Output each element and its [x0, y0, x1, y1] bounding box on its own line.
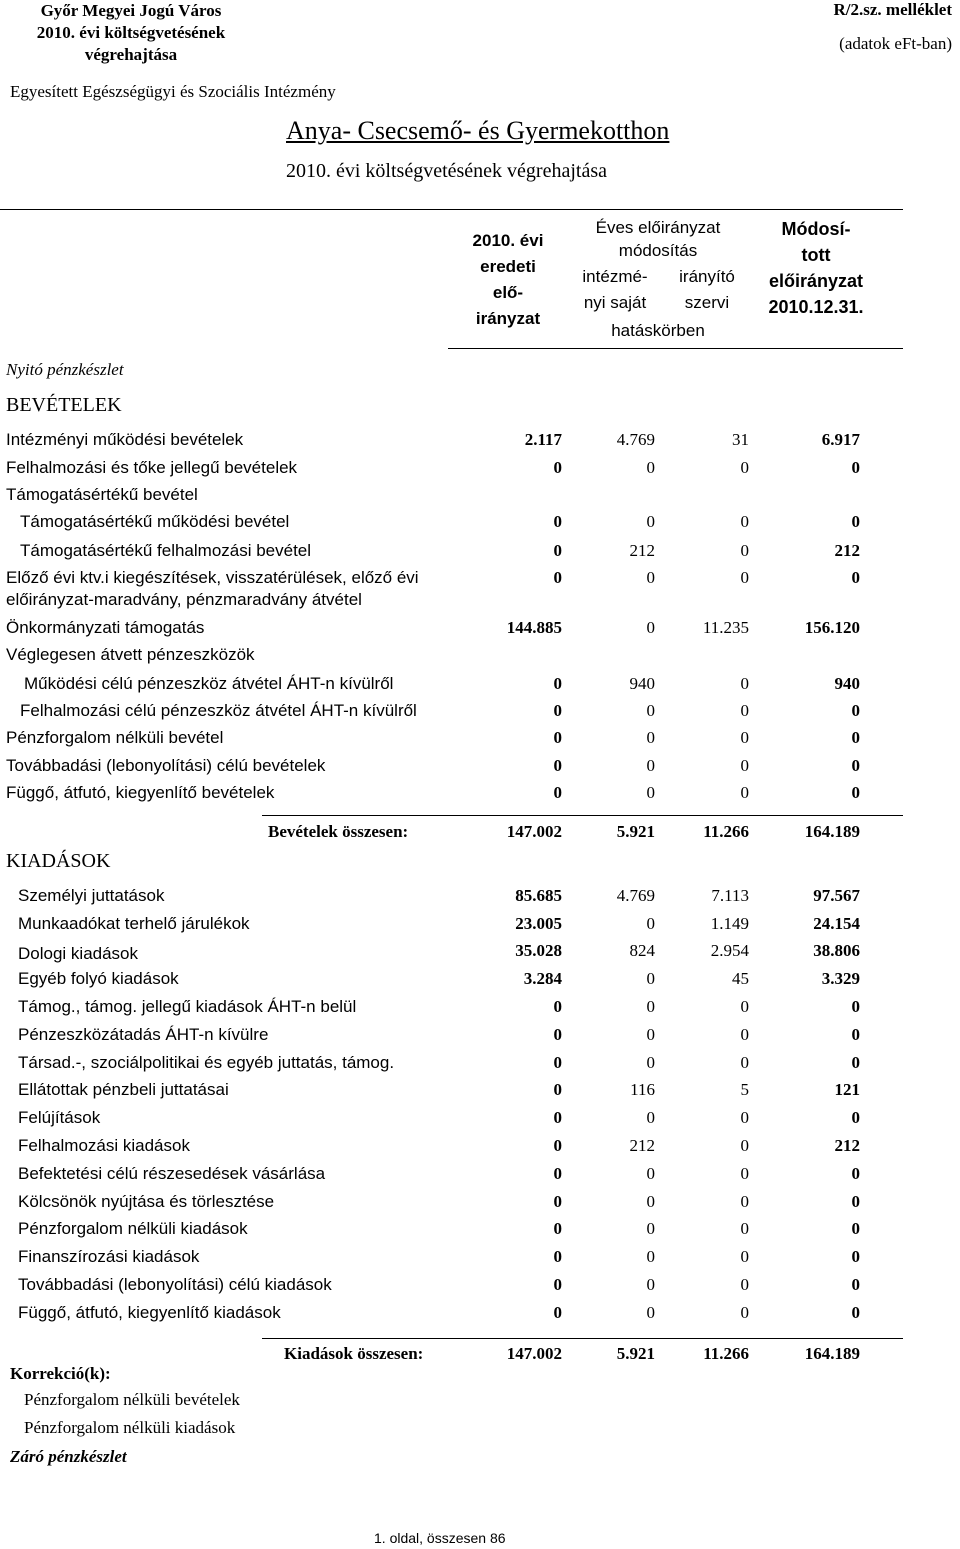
value-own: 212 — [629, 1136, 655, 1155]
row-label: Támogatásértékű bevétel — [6, 485, 198, 504]
value-supervisor: 0 — [740, 1108, 749, 1127]
expense-total-label: Kiadások összesen: — [284, 1344, 424, 1363]
row-label: Pénzeszközátadás ÁHT-n kívülre — [18, 1025, 269, 1044]
value-modified: 6.917 — [821, 430, 860, 449]
value-own: 0 — [646, 1108, 655, 1127]
col1-line-3: elő- — [492, 283, 524, 302]
row-label: Véglegesen átvett pénzeszközök — [6, 645, 255, 664]
value-own: 0 — [646, 1303, 655, 1322]
value-supervisor: 0 — [740, 1192, 749, 1211]
header-top-rule — [0, 209, 903, 210]
value-own: 116 — [630, 1080, 655, 1099]
value-own: 0 — [646, 618, 655, 637]
value-own: 0 — [646, 701, 655, 720]
value-modified: 0 — [851, 997, 860, 1016]
col2-line-2: nyi saját — [583, 293, 647, 312]
value-original: 0 — [553, 1192, 562, 1211]
value-original: 0 — [553, 674, 562, 693]
value-own: 0 — [646, 1053, 655, 1072]
row-label: Kölcsönök nyújtása és törlesztése — [18, 1192, 275, 1211]
page-title: Anya- Csecsemő- és Gyermekotthon — [286, 116, 670, 145]
value-original: 0 — [553, 458, 562, 477]
value-modified: 0 — [851, 512, 860, 531]
value-own: 0 — [646, 1164, 655, 1183]
col23-line-2: módosítás — [618, 241, 698, 260]
value-modified: 24.154 — [813, 914, 860, 933]
value-original: 0 — [553, 541, 562, 560]
value-supervisor: 0 — [740, 1303, 749, 1322]
value-original: 0 — [553, 1219, 562, 1238]
revenue-total-label: Bevételek összesen: — [268, 822, 409, 841]
correction-item: Pénzforgalom nélküli kiadások — [24, 1418, 236, 1437]
value-modified: 212 — [834, 541, 860, 560]
value-supervisor: 2.954 — [710, 941, 749, 960]
expense-heading: KIADÁSOK — [6, 850, 111, 872]
row-label: Felhalmozási és tőke jellegű bevételek — [6, 458, 298, 477]
row-label: Felújítások — [18, 1108, 101, 1127]
value-own: 0 — [646, 969, 655, 988]
row-label: Ellátottak pénzbeli juttatásai — [18, 1080, 229, 1099]
value-modified: 0 — [851, 568, 860, 587]
value-own: 0 — [646, 512, 655, 531]
value-original: 0 — [553, 568, 562, 587]
value-modified: 156.120 — [804, 618, 860, 637]
value-own: 4.769 — [616, 430, 655, 449]
value-original: 0 — [553, 997, 562, 1016]
value-modified: 0 — [851, 756, 860, 775]
value-supervisor: 0 — [740, 997, 749, 1016]
row-label: Pénzforgalom nélküli kiadások — [18, 1219, 248, 1238]
value-modified: 0 — [851, 1108, 860, 1127]
value-supervisor: 11.235 — [702, 618, 749, 637]
value-original: 3.284 — [523, 969, 562, 988]
value-own: 0 — [646, 1247, 655, 1266]
value-own: 0 — [646, 1219, 655, 1238]
units-note: (adatok eFt-ban) — [839, 34, 952, 53]
institution-name: Egyesített Egészségügyi és Szociális Intézmény — [10, 82, 336, 101]
value-modified: 97.567 — [813, 886, 860, 905]
col-original-header — [448, 228, 568, 332]
value-supervisor: 0 — [740, 783, 749, 802]
value-original: 2.117 — [524, 430, 562, 449]
value-modified: 212 — [834, 1136, 860, 1155]
value-own: 824 — [629, 941, 655, 960]
value-original: 0 — [553, 783, 562, 802]
row-label: Intézményi működési bevételek — [6, 430, 244, 449]
col-modified-header — [756, 216, 876, 320]
row-label: Egyéb folyó kiadások — [18, 969, 179, 988]
value-supervisor: 0 — [740, 512, 749, 531]
row-label: Működési célú pénzeszköz átvétel ÁHT-n kívülről — [24, 674, 394, 693]
row-label: Előző évi ktv.i kiegészítések, visszatérülések, előző évi — [6, 568, 419, 587]
value-own: 0 — [646, 997, 655, 1016]
value-own: 0 — [646, 783, 655, 802]
total-original: 147.002 — [506, 1344, 562, 1363]
revenue-heading: BEVÉTELEK — [6, 394, 122, 416]
row-label: Támog., támog. jellegű kiadások ÁHT-n belül — [18, 997, 357, 1016]
expense-total-rule — [262, 1338, 903, 1339]
total-supervisor: 11.266 — [703, 1344, 749, 1363]
col4-line-3: előirányzat — [768, 271, 864, 291]
value-original: 0 — [553, 1275, 562, 1294]
value-supervisor: 0 — [740, 1136, 749, 1155]
value-original: 35.028 — [515, 941, 562, 960]
row-label: Támogatásértékű működési bevétel — [20, 512, 290, 531]
value-modified: 0 — [851, 1025, 860, 1044]
row-label: Társad.-, szociálpolitikai és egyéb juttatás, támog. — [18, 1053, 395, 1072]
value-original: 144.885 — [506, 618, 562, 637]
col-own-authority-header — [572, 264, 658, 316]
col3-line-2: szervi — [684, 293, 730, 312]
col2-line-1: intézmé- — [582, 267, 648, 286]
header-line-2: 2010. évi költségvetésének — [36, 23, 226, 42]
total-modified: 164.189 — [804, 822, 860, 841]
row-label: Személyi juttatások — [18, 886, 165, 905]
value-original: 0 — [553, 1108, 562, 1127]
row-label: Továbbadási (lebonyolítási) célú kiadások — [18, 1275, 332, 1294]
value-original: 0 — [553, 756, 562, 775]
value-original: 0 — [553, 1136, 562, 1155]
col23-line-1: Éves előirányzat — [595, 218, 721, 237]
header-line-1: Győr Megyei Jogú Város — [40, 1, 222, 20]
value-own: 0 — [646, 1192, 655, 1211]
col-authority-label: hatáskörben — [611, 321, 705, 340]
value-supervisor: 0 — [740, 674, 749, 693]
header-line-3: végrehajtása — [84, 45, 178, 64]
page-subtitle: 2010. évi költségvetésének végrehajtása — [286, 160, 607, 182]
value-supervisor: 0 — [740, 1247, 749, 1266]
col4-line-4: 2010.12.31. — [768, 297, 864, 317]
value-original: 0 — [553, 1053, 562, 1072]
total-own: 5.921 — [616, 822, 655, 841]
value-supervisor: 7.113 — [711, 886, 749, 905]
municipality-header — [0, 0, 262, 66]
value-modified: 0 — [851, 783, 860, 802]
value-modified: 0 — [851, 1053, 860, 1072]
closing-balance-label: Záró pénzkészlet — [10, 1447, 127, 1466]
value-original: 85.685 — [515, 886, 562, 905]
value-supervisor: 31 — [732, 430, 749, 449]
row-label: Támogatásértékű felhalmozási bevétel — [20, 541, 312, 560]
col3-line-1: irányító — [679, 267, 735, 286]
header-bottom-rule — [448, 348, 903, 349]
value-original: 0 — [553, 1080, 562, 1099]
value-original: 0 — [553, 1247, 562, 1266]
total-original: 147.002 — [506, 822, 562, 841]
value-modified: 121 — [834, 1080, 860, 1099]
value-supervisor: 0 — [740, 1219, 749, 1238]
row-label-continued: előirányzat-maradvány, pénzmaradvány átvétel — [6, 590, 362, 609]
value-modified: 0 — [851, 701, 860, 720]
value-modified: 3.329 — [821, 969, 860, 988]
value-modified: 0 — [851, 728, 860, 747]
value-supervisor: 0 — [740, 1025, 749, 1044]
col-supervisor-authority-header — [664, 264, 750, 316]
total-own: 5.921 — [616, 1344, 655, 1363]
row-label: Felhalmozási kiadások — [18, 1136, 190, 1155]
value-original: 0 — [553, 1164, 562, 1183]
value-own: 212 — [629, 541, 655, 560]
correction-title: Korrekció(k): — [10, 1364, 111, 1383]
value-own: 0 — [646, 728, 655, 747]
value-supervisor: 0 — [740, 458, 749, 477]
value-modified: 0 — [851, 1275, 860, 1294]
row-label: Továbbadási (lebonyolítási) célú bevételek — [6, 756, 326, 775]
total-modified: 164.189 — [804, 1344, 860, 1363]
annex-label: R/2.sz. melléklet — [833, 0, 952, 19]
value-original: 0 — [553, 728, 562, 747]
row-label: Befektetési célú részesedések vásárlása — [18, 1164, 326, 1183]
value-supervisor: 0 — [740, 701, 749, 720]
value-supervisor: 0 — [740, 728, 749, 747]
value-own: 0 — [646, 1275, 655, 1294]
value-supervisor: 1.149 — [710, 914, 749, 933]
value-own: 0 — [646, 914, 655, 933]
value-modified: 0 — [851, 1303, 860, 1322]
revenue-total-rule — [262, 815, 903, 816]
value-original: 0 — [553, 701, 562, 720]
value-supervisor: 0 — [740, 756, 749, 775]
value-own: 0 — [646, 568, 655, 587]
opening-balance-label: Nyitó pénzkészlet — [6, 360, 124, 379]
value-supervisor: 0 — [740, 1275, 749, 1294]
value-modified: 0 — [851, 458, 860, 477]
value-modified: 0 — [851, 1192, 860, 1211]
value-modified: 0 — [851, 1247, 860, 1266]
value-modified: 940 — [834, 674, 860, 693]
correction-item: Pénzforgalom nélküli bevételek — [24, 1390, 240, 1409]
row-label: Dologi kiadások — [18, 944, 139, 963]
col1-line-4: irányzat — [475, 309, 541, 328]
value-own: 0 — [646, 1025, 655, 1044]
row-label: Munkaadókat terhelő járulékok — [18, 914, 250, 933]
value-supervisor: 0 — [740, 541, 749, 560]
value-own: 4.769 — [616, 886, 655, 905]
row-label: Finanszírozási kiadások — [18, 1247, 200, 1266]
value-modified: 0 — [851, 1164, 860, 1183]
row-label: Függő, átfutó, kiegyenlítő bevételek — [6, 783, 275, 802]
value-own: 940 — [629, 674, 655, 693]
col-modification-header — [568, 216, 748, 262]
col4-line-1: Módosí- — [781, 219, 851, 239]
value-original: 0 — [553, 512, 562, 531]
value-original: 23.005 — [515, 914, 562, 933]
total-supervisor: 11.266 — [703, 822, 749, 841]
col1-line-2: eredeti — [480, 257, 536, 276]
value-supervisor: 0 — [740, 1164, 749, 1183]
row-label: Pénzforgalom nélküli bevétel — [6, 728, 224, 747]
value-modified: 38.806 — [813, 941, 860, 960]
value-own: 0 — [646, 756, 655, 775]
value-original: 0 — [553, 1025, 562, 1044]
row-label: Függő, átfutó, kiegyenlítő kiadások — [18, 1303, 281, 1322]
col1-line-1: 2010. évi — [472, 231, 544, 250]
value-supervisor: 0 — [740, 568, 749, 587]
value-supervisor: 5 — [740, 1080, 749, 1099]
value-supervisor: 45 — [732, 969, 749, 988]
value-supervisor: 0 — [740, 1053, 749, 1072]
page-footer: 1. oldal, összesen 86 — [374, 1530, 506, 1546]
value-original: 0 — [553, 1303, 562, 1322]
value-modified: 0 — [851, 1219, 860, 1238]
row-label: Felhalmozási célú pénzeszköz átvétel ÁHT-n kívülről — [20, 701, 417, 720]
row-label: Önkormányzati támogatás — [6, 618, 205, 637]
value-own: 0 — [646, 458, 655, 477]
col4-line-2: tott — [801, 245, 831, 265]
